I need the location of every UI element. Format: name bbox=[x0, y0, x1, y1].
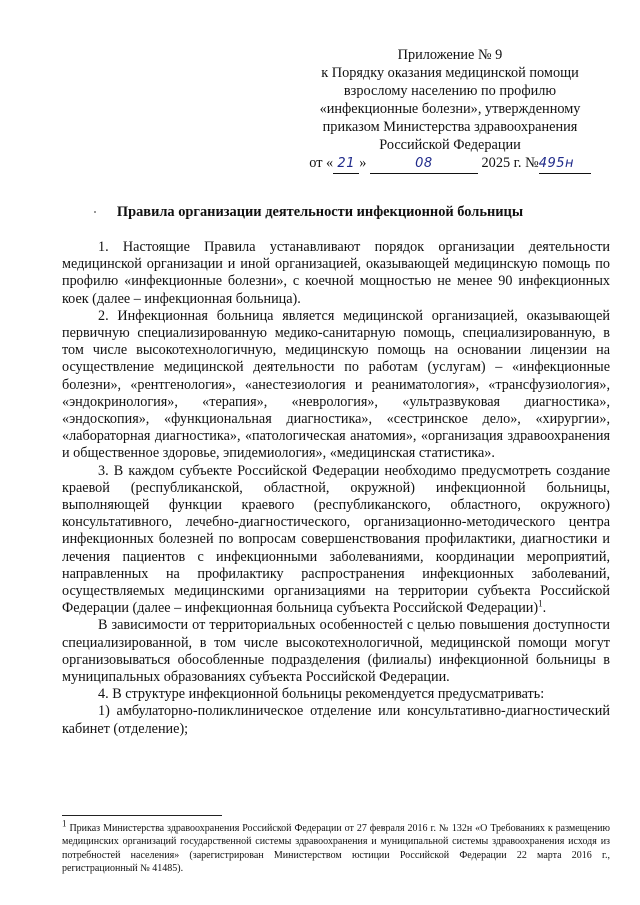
appendix-line-6: Российской Федерации bbox=[379, 137, 521, 153]
order-number-handwritten: 495н bbox=[538, 156, 575, 171]
paragraph-5: 4. В структуре инфекционной больницы рекомендуется предусматривать: bbox=[98, 686, 545, 703]
paragraph-2: 2. Инфекционная больница является медицинской организацией, оказывающей первичную специализированную медико-санитарную помощь, специализированную, в том числе высокотехнологичную, медицинскую помощь на основании лицензии на осуществление медицинской деятельности по работам (услугам) – «инфекционные болезни», «рентгенология», «анестезиология и реаниматология», «трансфузиология», «эндокринология», «терапия», «неврология», «ультразвуковая диагностика», «эндоскопия», «функциональная диагностика», «сестринское дело», «хирургии», «лабораторная диагностика», «патологическая анатомия», «организация здравоохранения и общественное здоровье, эпидемиология», «медицинская статистика». bbox=[62, 307, 610, 462]
paragraph-1: 1. Настоящие Правила устанавливают порядок организации деятельности медицинской организации и иной организацией, оказывающей медицинскую помощь по профилю «инфекционные болезни», с коечной мощностью не менее 90 инфекционных коек (далее – инфекционная больница). bbox=[62, 239, 610, 307]
paragraph-3 bbox=[62, 463, 610, 618]
date-year: 2025 г. № bbox=[481, 155, 539, 171]
footnote-text: Приказ Министерства здравоохранения Российской Федерации от 27 февраля 2016 г. № 132н «О Требованиях к размещению медицинских организаций государственной системы здравоохранения и муниципальной системы здравоохранения исходя из потребностей населения» (зарегистрирован Министерством юстиции Российской Федерации 22 марта 2016 г., регистрационный № 41485). bbox=[62, 823, 610, 874]
order-date-line bbox=[300, 154, 600, 174]
paragraph-4: В зависимости от территориальных особенностей с целью повышения доступности специализированной, в том числе высокотехнологичной, медицинской помощи могут организовываться обособленные подразделения (филиалы) инфекционной больницы в муниципальных образованиях субъекта Российской Федерации. bbox=[62, 617, 610, 686]
date-day-handwritten: 21 bbox=[337, 156, 355, 171]
date-prefix: от « bbox=[309, 155, 334, 171]
appendix-line-2: к Порядку оказания медицинской помощи bbox=[321, 65, 579, 81]
document-title: Правила организации деятельности инфекционной больницы bbox=[116, 204, 524, 220]
appendix-line-4: «инфекционные болезни», утвержденному bbox=[319, 101, 581, 117]
date-mid: » bbox=[359, 155, 367, 171]
paragraph-6: 1) амбулаторно-поликлиническое отделение или консультативно-диагностический кабинет (отделение); bbox=[62, 703, 610, 737]
footnote bbox=[62, 818, 610, 875]
appendix-header bbox=[300, 46, 600, 174]
footnote-ref: 1 bbox=[538, 598, 543, 609]
footnote-separator bbox=[62, 815, 222, 816]
paragraph-3-text: 3. В каждом субъекте Российской Федерации необходимо предусмотреть создание краевой (республиканской, областной, окружной) инфекционной больницы, выполняющей функции краевого (республиканского, областного, окружного) консультативного, лечебно-диагностического, организационно-методического центра инфекционных болезней по вопросам совершенствования профилактики, диагностики и лечения пациентов с инфекционными заболеваниями, координации мероприятий, направленных на профилактику распространения инфекционных заболеваний, осуществляемых медицинскими организациями на территории субъекта Российской Федерации (далее – инфекционная больница субъекта Российской Федерации) bbox=[62, 462, 610, 617]
appendix-line-5: приказом Министерства здравоохранения bbox=[322, 119, 578, 135]
footnote-mark: 1 bbox=[62, 818, 67, 829]
appendix-line-3: взрослому населению по профилю bbox=[343, 83, 557, 99]
paragraph-3-end: . bbox=[542, 600, 547, 617]
date-month-handwritten: 08 bbox=[415, 156, 433, 171]
appendix-number: Приложение № 9 bbox=[397, 47, 503, 63]
document-body bbox=[62, 239, 610, 738]
